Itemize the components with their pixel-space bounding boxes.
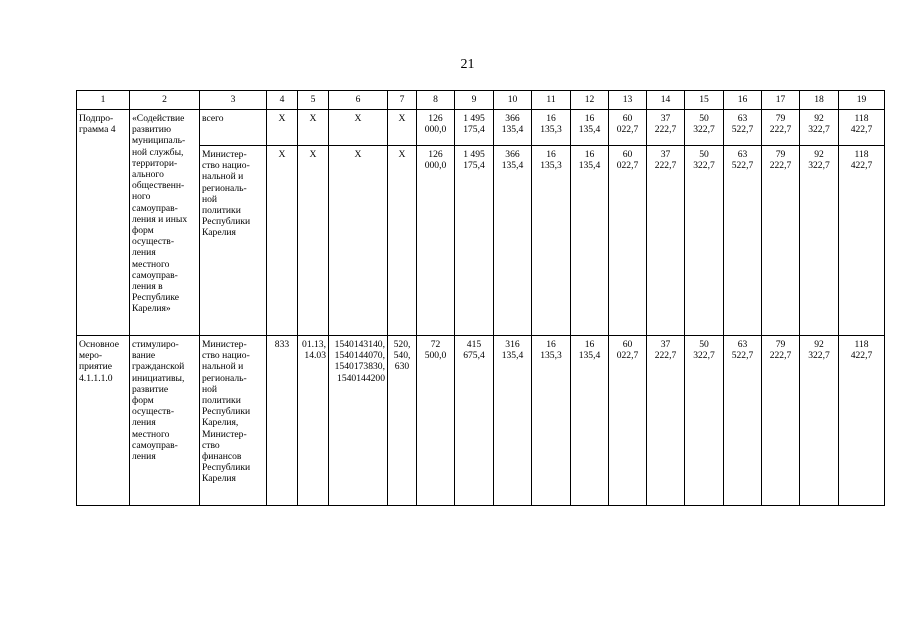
amount-cell: 92 322,7	[800, 146, 839, 336]
amount-cell: 63 522,7	[724, 336, 762, 506]
column-number: 2	[130, 91, 200, 110]
measure-label: Основное меро- приятие 4.1.1.1.0	[77, 336, 130, 506]
column-number: 13	[609, 91, 647, 110]
column-number: 18	[800, 91, 839, 110]
amount-cell: 63 522,7	[724, 110, 762, 146]
amount-cell: 1 495 175,4	[455, 146, 494, 336]
amount-cell: 60 022,7	[609, 336, 647, 506]
measure-row	[77, 336, 885, 506]
column-number: 7	[388, 91, 417, 110]
header-row	[77, 91, 885, 110]
expense-type-cell: Х	[388, 146, 417, 336]
amount-cell: 92 322,7	[800, 336, 839, 506]
column-number: 4	[267, 91, 298, 110]
amount-cell: 316 135,4	[494, 336, 532, 506]
target-code-cell: Х	[329, 110, 388, 146]
admin-code-cell: 833	[267, 336, 298, 506]
executor-cell: Министер- ство нацио- нальной и региональ- ной политики Республики Карелия	[200, 146, 267, 336]
column-number: 5	[298, 91, 329, 110]
amount-cell: 16 135,4	[571, 110, 609, 146]
column-number: 16	[724, 91, 762, 110]
column-number: 14	[647, 91, 685, 110]
amount-cell: 60 022,7	[609, 146, 647, 336]
amount-cell: 16 135,3	[532, 110, 571, 146]
column-number: 19	[839, 91, 885, 110]
amount-cell: 118 422,7	[839, 336, 885, 506]
target-code-cell: 1540143140, 1540144070, 1540173830, 1540144200	[329, 336, 388, 506]
executor-cell: всего	[200, 110, 267, 146]
column-number: 8	[417, 91, 455, 110]
section-code-cell: Х	[298, 146, 329, 336]
amount-cell: 366 135,4	[494, 146, 532, 336]
subprogram-row	[77, 110, 885, 146]
amount-cell: 118 422,7	[839, 110, 885, 146]
subprogram-name: «Содействие развитию муниципаль- ной службы, территори- ального общественн- ного самоуправ- ления и иных форм осуществ- ления местного самоуправ- ления в Республике Карелия»	[130, 110, 200, 336]
amount-cell: 126 000,0	[417, 146, 455, 336]
budget-table	[76, 90, 885, 506]
amount-cell: 50 322,7	[685, 336, 724, 506]
amount-cell: 16 135,4	[571, 146, 609, 336]
amount-cell: 37 222,7	[647, 336, 685, 506]
amount-cell: 60 022,7	[609, 110, 647, 146]
amount-cell: 1 495 175,4	[455, 110, 494, 146]
amount-cell: 16 135,4	[571, 336, 609, 506]
admin-code-cell: Х	[267, 110, 298, 146]
amount-cell: 50 322,7	[685, 110, 724, 146]
amount-cell: 79 222,7	[762, 110, 800, 146]
column-number: 1	[77, 91, 130, 110]
section-code-cell: Х	[298, 110, 329, 146]
amount-cell: 415 675,4	[455, 336, 494, 506]
column-number: 10	[494, 91, 532, 110]
column-number: 3	[200, 91, 267, 110]
amount-cell: 79 222,7	[762, 146, 800, 336]
amount-cell: 72 500,0	[417, 336, 455, 506]
amount-cell: 366 135,4	[494, 110, 532, 146]
target-code-cell: Х	[329, 146, 388, 336]
amount-cell: 126 000,0	[417, 110, 455, 146]
expense-type-cell: Х	[388, 110, 417, 146]
column-number: 17	[762, 91, 800, 110]
amount-cell: 16 135,3	[532, 146, 571, 336]
amount-cell: 37 222,7	[647, 110, 685, 146]
executor-cell: Министер- ство нацио- нальной и региональ- ной политики Республики Карелия, Министер- ство финансов Республики Карелия	[200, 336, 267, 506]
amount-cell: 37 222,7	[647, 146, 685, 336]
column-number: 9	[455, 91, 494, 110]
amount-cell: 63 522,7	[724, 146, 762, 336]
amount-cell: 79 222,7	[762, 336, 800, 506]
amount-cell: 50 322,7	[685, 146, 724, 336]
admin-code-cell: Х	[267, 146, 298, 336]
page-number: 21	[460, 57, 475, 72]
column-number: 12	[571, 91, 609, 110]
column-number: 15	[685, 91, 724, 110]
column-number: 11	[532, 91, 571, 110]
measure-name: стимулиро- вание гражданской инициативы, развитие форм осуществ- ления местного самоуправ- ления	[130, 336, 200, 506]
expense-type-cell: 520, 540, 630	[388, 336, 417, 506]
amount-cell: 118 422,7	[839, 146, 885, 336]
amount-cell: 16 135,3	[532, 336, 571, 506]
column-number: 6	[329, 91, 388, 110]
section-code-cell: 01.13, 14.03	[298, 336, 329, 506]
subprogram-label: Подпро- грамма 4	[77, 110, 130, 336]
amount-cell: 92 322,7	[800, 110, 839, 146]
